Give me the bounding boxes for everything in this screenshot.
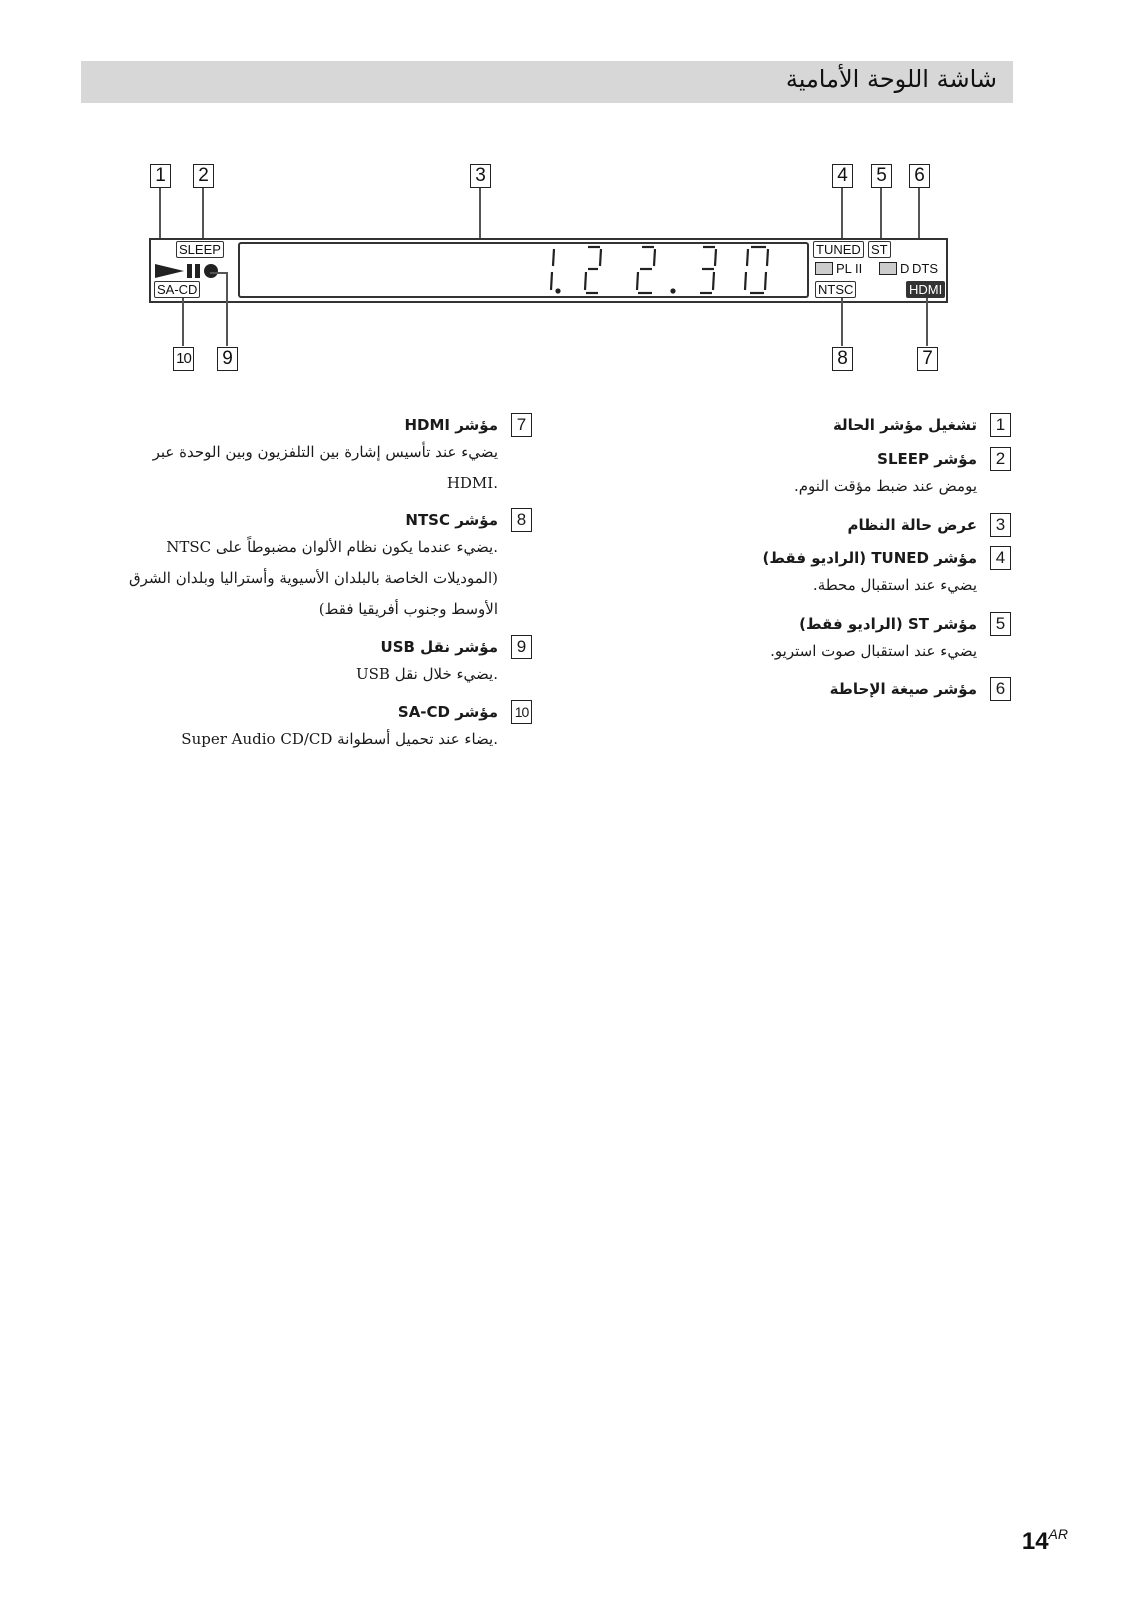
item-label: مؤشر ST (الراديو فقط) [799, 615, 977, 633]
dolby-d-indicator: D [900, 261, 910, 276]
page-title: شاشة اللوحة الأمامية [785, 65, 997, 93]
item-number: 7 [511, 413, 532, 437]
ntsc-indicator: NTSC [815, 281, 856, 298]
item-number: 4 [990, 546, 1011, 570]
dolby-icon [815, 262, 833, 275]
item-body-line: يومض عند ضبط مؤقت النوم. [793, 477, 977, 495]
callout-4: 4 [832, 164, 853, 188]
callout-1: 1 [150, 164, 171, 188]
leader-line-5 [880, 188, 882, 245]
item-label: مؤشر صيغة الإحاطة [829, 680, 977, 698]
page-title-bar [81, 61, 1013, 103]
leader-line-7 [926, 298, 928, 346]
sleep-indicator: SLEEP [176, 241, 224, 258]
surround-format-indicator [815, 261, 945, 277]
st-indicator: ST [868, 241, 891, 258]
dts-indicator: DTS [912, 261, 938, 276]
description-item-5 [611, 612, 1011, 669]
item-label: عرض حالة النظام [847, 516, 977, 534]
description-item-10 [122, 700, 532, 757]
item-number: 3 [990, 513, 1011, 537]
item-label: مؤشر SLEEP [877, 450, 977, 468]
item-body-line: .يضاء عند تحميل أسطوانة Super Audio CD/CD [181, 730, 498, 748]
item-body-line: يضيء عند استقبال صوت استريو. [770, 642, 977, 660]
description-item-7 [122, 413, 532, 501]
item-body-line: .HDMI [446, 474, 498, 492]
item-label: مؤشر NTSC [405, 511, 498, 529]
callout-7: 7 [917, 347, 938, 371]
page-number [1022, 1528, 1068, 1556]
description-item-3 [611, 513, 1011, 537]
callout-10: 10 [173, 347, 194, 371]
leader-line-9-bend [210, 272, 228, 274]
callout-2: 2 [193, 164, 214, 188]
description-item-1 [611, 413, 1011, 437]
description-item-2 [611, 447, 1011, 504]
item-label: تشغيل مؤشر الحالة [832, 416, 977, 434]
callout-3: 3 [470, 164, 491, 188]
record-dot-icon [202, 262, 222, 280]
item-body-line: (الموديلات الخاصة بالبلدان الأسيوية وأستراليا وبلدان الشرق [128, 569, 498, 587]
item-number: 5 [990, 612, 1011, 636]
item-number: 10 [511, 700, 532, 724]
description-item-6 [611, 677, 1011, 701]
item-body-line: الأوسط وجنوب أفريقيا فقط) [318, 600, 498, 618]
item-body-line: يضيء عند تأسيس إشارة بين التلفزيون وبين الوحدة عبر [152, 443, 498, 461]
item-body-line: يضيء عند استقبال محطة. [812, 576, 977, 594]
item-number: 2 [990, 447, 1011, 471]
callout-9: 9 [217, 347, 238, 371]
leader-line-10 [182, 298, 184, 346]
page-number-suffix: AR [1048, 1526, 1068, 1542]
tuned-indicator: TUNED [813, 241, 864, 258]
item-number: 6 [990, 677, 1011, 701]
callout-8: 8 [832, 347, 853, 371]
item-body-line: .يضيء خلال نقل USB [355, 665, 498, 683]
item-number: 9 [511, 635, 532, 659]
leader-line-3 [479, 188, 481, 242]
pl2-indicator: PL II [836, 261, 863, 276]
seven-segment-readout [540, 244, 802, 296]
callout-6: 6 [909, 164, 930, 188]
item-label: مؤشر TUNED (الراديو فقط) [762, 549, 977, 567]
hdmi-indicator: HDMI [906, 281, 945, 298]
description-item-9 [122, 635, 532, 692]
leader-line-2 [202, 188, 204, 243]
description-item-8 [102, 508, 532, 627]
leader-line-9 [226, 274, 228, 346]
leader-line-8 [841, 298, 843, 346]
item-body-line: .يضيء عندما يكون نظام الألوان مضبوطاً على NTSC [166, 538, 498, 556]
item-label: مؤشر SA-CD [397, 703, 498, 721]
item-label: مؤشر HDMI [404, 416, 498, 434]
item-label: مؤشر نقل USB [380, 638, 498, 656]
sacd-indicator: SA-CD [154, 281, 200, 298]
item-number: 1 [990, 413, 1011, 437]
page-number-value: 14 [1021, 1528, 1049, 1555]
dolby-digital-icon [879, 262, 897, 275]
callout-5: 5 [871, 164, 892, 188]
item-number: 8 [511, 508, 532, 532]
description-item-4 [611, 546, 1011, 603]
